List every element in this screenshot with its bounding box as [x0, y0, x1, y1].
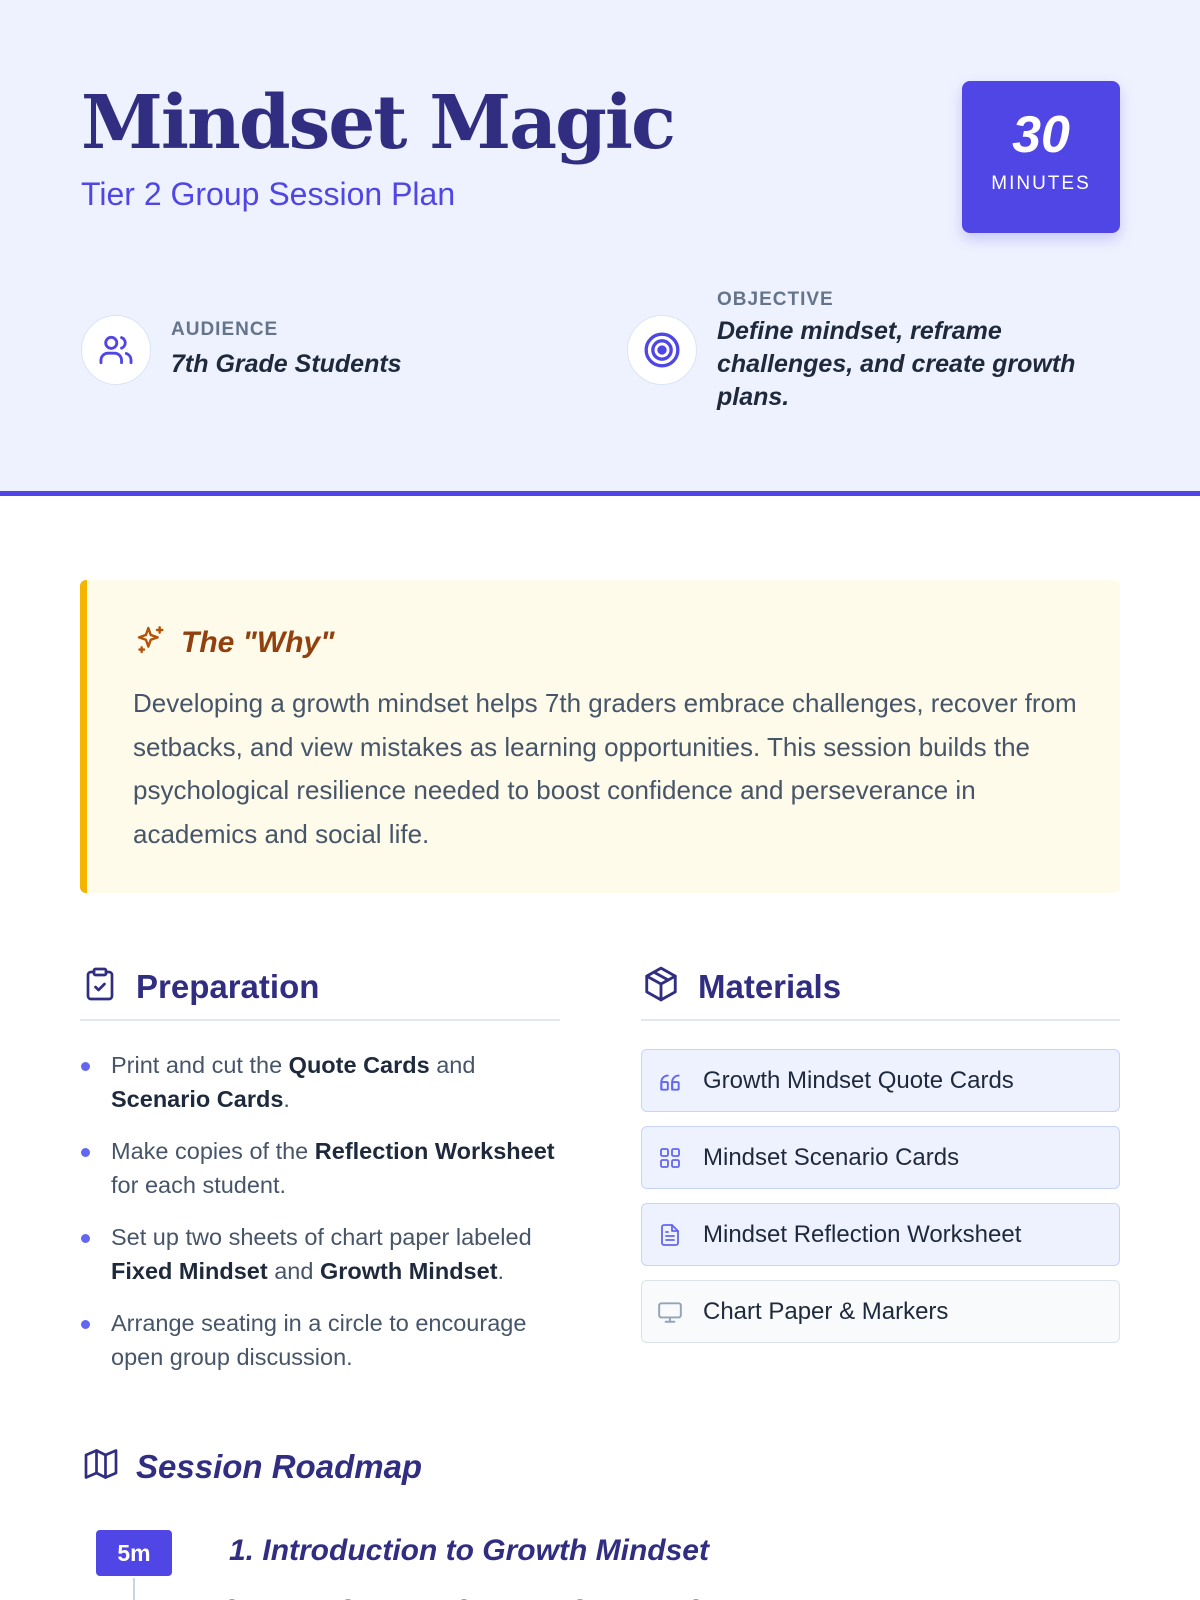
duration-unit: MINUTES [991, 173, 1091, 194]
step-title: 1. Introduction to Growth Mindset [229, 1534, 709, 1567]
material-label: Growth Mindset Quote Cards [703, 1066, 1014, 1094]
roadmap-title: Session Roadmap [136, 1447, 423, 1485]
map-icon [82, 1446, 120, 1487]
why-callout [80, 580, 1120, 893]
package-icon [642, 964, 680, 1009]
material-label: Chart Paper & Markers [703, 1297, 949, 1325]
preparation-title: Preparation [136, 967, 320, 1005]
users-icon [81, 315, 151, 385]
materials-title: Materials [698, 967, 842, 1005]
monitor-icon [656, 1299, 684, 1325]
audience-label: AUDIENCE [171, 319, 279, 340]
page-title: Mindset Magic [81, 80, 675, 166]
objective-label: OBJECTIVE [717, 289, 834, 310]
list-item: Set up two sheets of chart paper labeled Fixed Mindset and Growth Mindset. [80, 1220, 570, 1288]
duration-badge [962, 81, 1120, 233]
list-item: Arrange seating in a circle to encourage open group discussion. [80, 1306, 570, 1374]
why-title: The "Why" [181, 625, 335, 659]
material-item [641, 1049, 1120, 1112]
session-header [0, 0, 1200, 496]
material-label: Mindset Scenario Cards [703, 1143, 960, 1171]
audience-value: 7th Grade Students [171, 350, 402, 378]
step-description-clipped [229, 1592, 849, 1600]
sparkles-icon [135, 624, 167, 661]
roadmap-header [82, 1446, 422, 1487]
why-body: Developing a growth mindset helps 7th graders embrace challenges, recover from setbacks, and view mistakes as learning opportunities. This session builds the psychological resilience needed to boost confidence and perseverance in academics and social life. [133, 688, 1077, 849]
preparation-divider [80, 1019, 560, 1021]
duration-value: 30 [1012, 106, 1070, 164]
material-item [641, 1203, 1120, 1266]
material-label: Mindset Reflection Worksheet [703, 1220, 1022, 1248]
preparation-header [82, 964, 319, 1009]
materials-header [642, 964, 841, 1009]
page-subtitle: Tier 2 Group Session Plan [81, 176, 456, 212]
grid-icon [656, 1146, 684, 1170]
list-item: Print and cut the Quote Cards and Scenario Cards. [80, 1048, 570, 1116]
timeline-line [133, 1578, 135, 1600]
target-icon [627, 315, 697, 385]
materials-divider [641, 1019, 1120, 1021]
list-item: Make copies of the Reflection Worksheet for each student. [80, 1134, 570, 1202]
material-item [641, 1126, 1120, 1189]
quote-icon [656, 1068, 684, 1094]
material-item [641, 1280, 1120, 1343]
document-icon [656, 1222, 684, 1248]
clipboard-check-icon [82, 964, 118, 1009]
step-duration-badge: 5m [96, 1530, 172, 1576]
objective-value: Define mindset, reframe challenges, and create growth plans. [717, 317, 1076, 411]
preparation-list [80, 1048, 570, 1392]
